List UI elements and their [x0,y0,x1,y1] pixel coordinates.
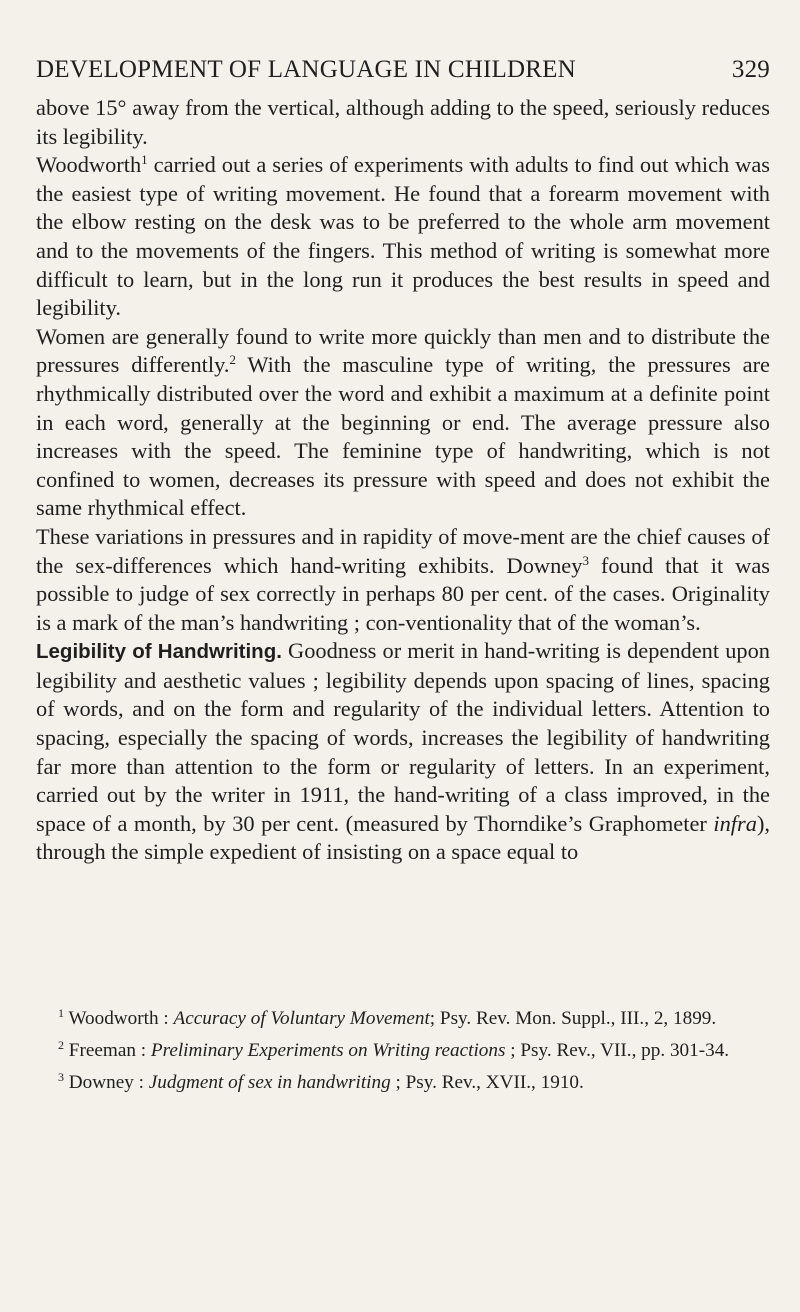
paragraph-legibility: Legibility of Handwriting. Goodness or merit in hand-writing is dependent upon legibility and aesthetic values ; legibility depends upon spacing of lines, spacing of words, and on the form and regularity of the individual letters. Attention to spacing, especially the spacing of words, increases the legibility of handwriting far more than attention to the form or regularity of letters. In an experiment, carried out by the writer in 1911, the hand-writing of a class improved, in the space of a month, by 30 per cent. (measured by Thorndike’s Graphometer infra), through the simple expedient of insisting on a space equal to [36,638,770,865]
footnote-ref-2: 2 [229,352,236,368]
footnote-2: $^2$ Freeman : Preliminary Experiments on Writing reactions ; Psy. Rev., VII., pp. 301-34. [58,1038,730,1062]
footnote-ref-3: 3 [582,552,589,568]
footnote-ref-1: 1 [141,152,148,168]
section-run-in-heading: Legibility of Handwriting. [36,640,282,664]
footnotes [36,1006,770,1103]
paragraph-continued: above 15° away from the vertical, although adding to the speed, seriously reduces its legibility. [36,95,770,149]
footnote-3: $^3$ Downey : Judgment of sex in handwriting ; Psy. Rev., XVII., 1910. [58,1070,584,1094]
paragraph-sex-differences: These variations in pressures and in rapidity of move-ment are the chief causes of the sex-differences which hand-writing exhibits. Downey$^3$ found that it was possible to judge of sex correctly in perhaps 80 per cent. of the cases. Originality is a mark of the man’s handwriting ; con-ventionality that of the woman’s. [36,523,771,635]
running-title: DEVELOPMENT OF LANGUAGE IN CHILDREN [36,56,576,83]
paragraph-women-pressure: Women are generally found to write more quickly than men and to distribute the pressures differently.$^2$ With the masculine type of writing, the pressures are rhythmically distributed over the word and exhibit a maximum at a definite point in each word, generally at the beginning or end. The average pressure also increases with the speed. The feminine type of handwriting, which is not confined to women, decreases its pressure with speed and does not exhibit the same rhythmical effect. [36,323,770,521]
body-text [36,94,770,867]
paragraph-woodworth: Woodworth$^1$ carried out a series of experiments with adults to find out which was the easiest type of writing movement. He found that a forearm movement with the elbow resting on the desk was to be preferred to the whole arm movement and to the movements of the fingers. This method of writing is somewhat more difficult to learn, but in the long run it produces the best results in speed and legibility. [36,152,770,321]
footnote-1: $^1$ Woodworth : Accuracy of Voluntary Movement; Psy. Rev. Mon. Suppl., III., 2, 1899. [58,1006,717,1029]
page-number: 329 [731,56,770,83]
running-header [36,56,770,90]
